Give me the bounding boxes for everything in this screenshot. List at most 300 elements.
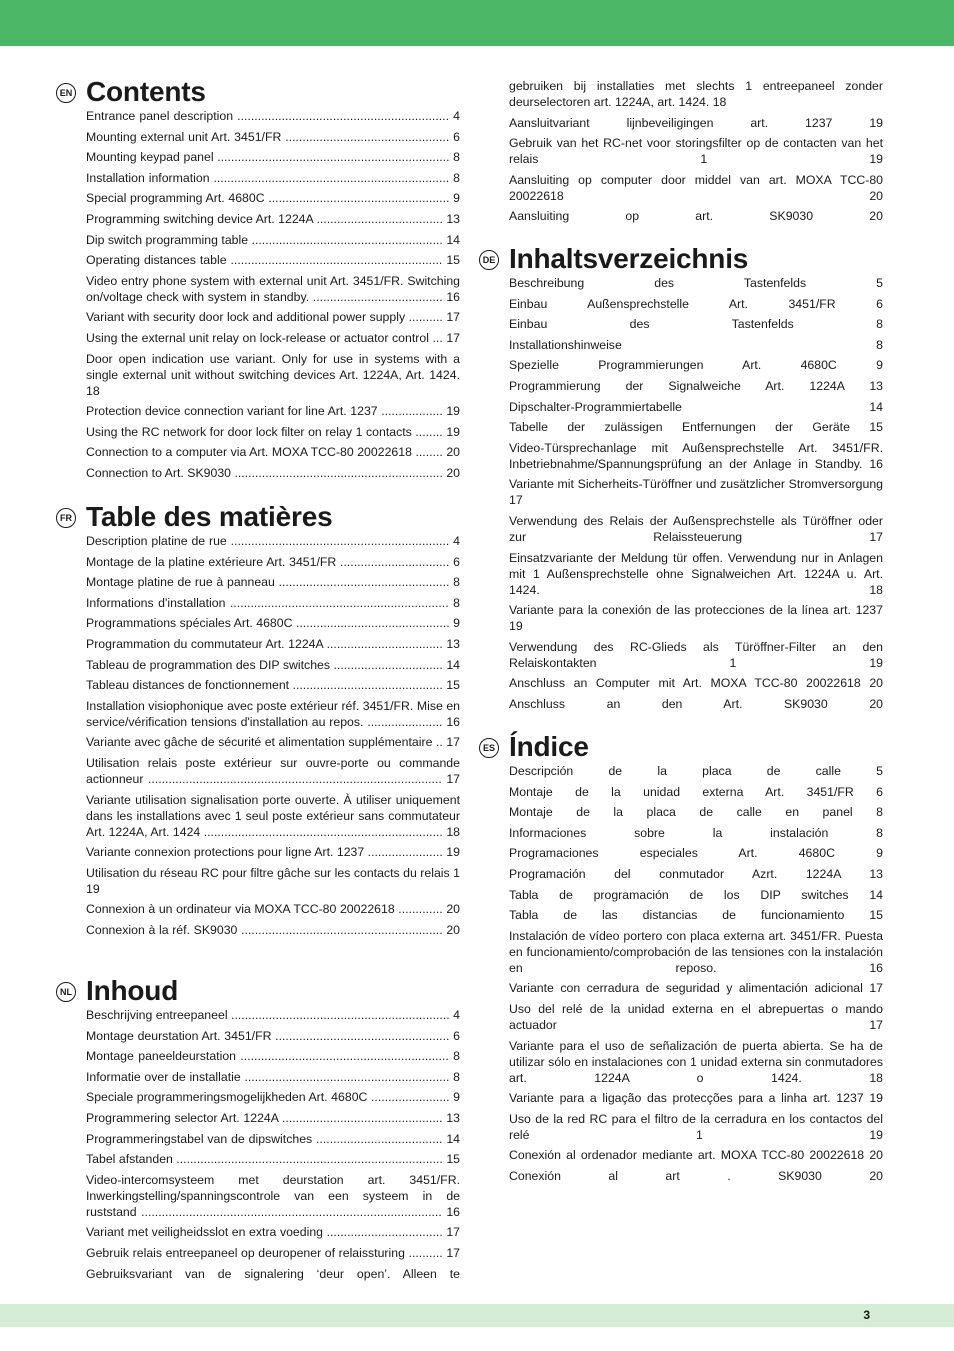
toc-list (86, 1007, 460, 1261)
entry-text: Anschluss an den Art. SK9030 (509, 696, 828, 711)
entry-text: Door open indication use variant. Only for use in systems with a single external unit without switching devices Art. 1224A, Art. 1424. (86, 351, 460, 382)
leader-dots: ............................................... (278, 1110, 443, 1125)
toc-entry (86, 574, 460, 590)
toc-entry (509, 866, 883, 882)
entry-text: Variante utilisation signalisation porte ouverte. À utiliser uniquement dans les installations avec 1 seul poste extérieur sans commutateur Art. 1224A, Art. 1424 (86, 792, 460, 839)
page-number: 3 (863, 1308, 870, 1322)
entry-page: 13 (869, 866, 883, 881)
toc-entry (509, 357, 883, 373)
leader-dots: ...................................... (309, 289, 443, 304)
toc-entry (86, 922, 460, 938)
entry-page: 9 (876, 846, 884, 861)
toc-entry (86, 211, 460, 227)
entry-page: 13 (446, 636, 461, 651)
entry-page: 16 (446, 289, 460, 304)
language-badge-nl: NL (56, 982, 76, 1002)
entry-text: Variante para la conexión de las protecciones de la línea art. 1237 (509, 603, 883, 618)
entry-page: 4 (453, 1008, 460, 1022)
toc-entry (509, 419, 883, 435)
entry-page: 8 (453, 1049, 460, 1064)
toc-entry (86, 1172, 460, 1220)
entry-text: Variante con cerradura de seguridad y alimentación adicional (509, 981, 863, 996)
entry-text: Tabla de programación de los DIP switches (509, 887, 849, 902)
entry-page: 4 (453, 534, 460, 548)
entry-text: gebruiken bij installaties met slechts 1 entreepaneel zonder deurselectoren art. 1224A, art. 1424. (509, 79, 883, 109)
entry-page: 8 (876, 337, 883, 352)
entry-text: Verwendung des Relais der Außensprechstelle als Türöffner oder zur Relaissteuerung (509, 513, 883, 544)
leader-dots: ...................... (364, 845, 443, 860)
entry-text: Tabelle der zulässigen Entfernungen der Geräte (509, 420, 850, 435)
leader-dots: ........ (411, 424, 443, 439)
entry-text: Uso de la red RC para el filtro de la cerradura en los contactos del relé 1 (509, 1111, 883, 1142)
entry-text: Programmeringstabel van de dipswitches (86, 1131, 313, 1146)
entry-page: 17 (869, 1017, 883, 1032)
toc-entry (86, 108, 460, 124)
entry-page: 14 (446, 657, 460, 672)
toc-list (86, 533, 460, 938)
section-heading (482, 731, 883, 763)
toc-list (509, 275, 883, 712)
leader-dots: .................................. (323, 636, 443, 651)
leader-dots: ...................................................................... (200, 824, 443, 839)
entry-text: Variante para el uso de señalización de puerta abierta. Se ha de utilizar sólo en instalaciones con 1 unidad externa sin conmutadores art. 1224A o 1424. (509, 1038, 883, 1085)
toc-entry (509, 696, 883, 712)
entry-page: 19 (869, 1127, 883, 1142)
leader-dots: ................................ (330, 657, 443, 672)
toc-entry (509, 275, 883, 291)
entry-text: Using the RC network for door lock filter on relay 1 contacts (86, 424, 412, 439)
entry-text: Dip switch programming table (86, 232, 249, 247)
toc-entry-continued-end (509, 78, 883, 110)
entry-text: Utilisation du réseau RC pour filtre gâche sur les contacts du relais 1 (86, 865, 460, 880)
entry-text: Aansluiting op computer door middel van art. MOXA TCC-80 20022618 (509, 172, 883, 203)
toc-entry (86, 424, 460, 440)
leader-dots: .................. (377, 404, 443, 419)
entry-text: Programming switching device Art. 1224A (86, 211, 314, 226)
entry-text: Connexion à un ordinateur via MOXA TCC-80 20022618 (86, 902, 395, 917)
toc-entry (86, 615, 460, 631)
toc-entry (86, 595, 460, 611)
entry-page: 20 (869, 188, 883, 203)
entry-text: Montaje de la placa de calle en panel (509, 805, 853, 820)
toc-entry (86, 190, 460, 206)
entry-text: Uso del relé de la unidad externa en el abrepuertas o mando actuador (509, 1001, 883, 1032)
entry-text: Using the external unit relay on lock-release or actuator control (86, 330, 429, 345)
entry-text: Mounting keypad panel (86, 150, 214, 165)
entry-text: Programmering selector Art. 1224A (86, 1110, 279, 1125)
entry-text: Beschrijving entreepaneel (86, 1008, 228, 1022)
leader-dots: ........................................................... (237, 922, 443, 937)
leader-dots: ........ (411, 445, 443, 460)
entry-page: 20 (446, 922, 460, 937)
leader-dots: ............................................................ (240, 1069, 450, 1084)
entry-text: Video entry phone system with external unit Art. 3451/FR. Switching on/voltage check with system in standby. (86, 273, 460, 304)
toc-entry (86, 1048, 460, 1064)
toc-entry (86, 844, 460, 860)
section-title: Table des matières (86, 501, 333, 532)
entry-text: Variante avec gâche de sécurité et alimentation supplémentaire (86, 735, 433, 750)
leader-dots: .......... (404, 1245, 443, 1260)
leader-dots: .............................................................. (226, 253, 443, 268)
entry-page: 5 (876, 764, 883, 778)
entry-text: Montage de la platine extérieure Art. 3451/FR (86, 554, 337, 569)
entry-page: 19 (446, 845, 460, 860)
header-band (0, 0, 954, 46)
entry-text: Installationshinweise (509, 337, 622, 352)
entry-text: Verwendung des RC-Glieds als Türöffner-Filter an den Relaiskontakten 1 (509, 639, 883, 670)
entry-text: Instalación de vídeo portero con placa externa art. 3451/FR. Puesta en funcionamiento/comprobación de las tensiones con la instalación en reposo. (509, 928, 883, 975)
entry-text: Variante connexion protections pour ligne Art. 1237 (86, 845, 365, 860)
toc-entry (86, 1245, 460, 1261)
toc-entry (86, 755, 460, 787)
entry-page: 8 (876, 805, 884, 820)
leader-dots: ..................................... (312, 1131, 443, 1146)
leader-dots: ........................................................................................ (136, 1204, 442, 1219)
entry-page: 17 (446, 330, 461, 345)
entry-page: 17 (869, 529, 883, 544)
entry-text: Montaje de la unidad externa Art. 3451/FR (509, 784, 854, 799)
toc-entry (509, 1001, 883, 1033)
section-nl-continued (509, 78, 883, 229)
entry-page: 13 (446, 1110, 460, 1125)
entry-page: 17 (446, 735, 460, 750)
entry-text: Variant met veiligheidsslot en extra voeding (86, 1225, 324, 1240)
entry-page: 19 (869, 655, 883, 670)
entry-page: 8 (876, 825, 883, 840)
entry-page: 15 (446, 1152, 460, 1167)
entry-page: 15 (446, 253, 460, 268)
entry-text: Descripción de la placa de calle (509, 764, 841, 778)
section-title: Contents (86, 76, 206, 107)
entry-page: 16 (446, 714, 460, 729)
toc-entry (86, 351, 460, 399)
entry-text: Protection device connection variant for line Art. 1237 (86, 404, 378, 419)
toc-entry (86, 1069, 460, 1085)
toc-entry (86, 533, 460, 549)
toc-entry (86, 865, 460, 897)
toc-entry (509, 804, 883, 820)
entry-page: 17 (446, 310, 461, 325)
entry-text: Special programming Art. 4680C (86, 191, 265, 206)
toc-entry (86, 657, 460, 673)
section-fr (60, 501, 461, 943)
entry-page: 19 (509, 619, 523, 634)
toc-list (509, 763, 883, 1184)
entry-page: 6 (453, 554, 461, 569)
entry-page: 17 (509, 493, 523, 508)
toc-entry (509, 639, 883, 671)
entry-page: 20 (869, 1148, 883, 1163)
language-badge-fr: FR (56, 508, 76, 528)
entry-text: Informations d'installation (86, 595, 226, 610)
leader-dots: ....................... (367, 1090, 450, 1105)
toc-entry (86, 149, 460, 165)
entry-text: Video-intercomsysteem met deurstation art. 3451/FR. Inwerkingstelling/spanningscontrole van een systeem in de ruststand (86, 1172, 460, 1219)
section-de (482, 243, 884, 717)
entry-text: Conexión al art . SK9030 (509, 1168, 822, 1183)
entry-page: 18 (869, 1070, 883, 1085)
entry-page: 9 (453, 616, 460, 631)
entry-text: Gebruik relais entreepaneel op deuropener of relaissturing (86, 1245, 405, 1260)
entry-page: 18 (446, 824, 460, 839)
entry-text: Montage platine de rue à panneau (86, 575, 275, 590)
leader-dots: .............................................................................. (172, 1152, 443, 1167)
toc-entry (86, 1151, 460, 1167)
leader-dots: ................................................................ (226, 534, 450, 548)
entry-page: 19 (446, 424, 460, 439)
language-badge-es: ES (479, 738, 499, 758)
section-heading (59, 76, 460, 108)
leader-dots: ................................ (336, 554, 450, 569)
toc-entry (86, 273, 460, 305)
footer-band (0, 1304, 954, 1327)
entry-text: Mounting external unit Art. 3451/FR (86, 129, 282, 144)
entry-page: 14 (869, 399, 883, 414)
entry-text: Programación del conmutador Azrt. 1224A (509, 866, 841, 881)
entry-text: Aansluitvariant lijnbeveiligingen art. 1237 (509, 115, 833, 130)
entry-text: Utilisation relais poste extérieur sur ouvre-porte ou commande actionneur (86, 755, 460, 786)
toc-entry (509, 115, 883, 131)
toc-entry (86, 734, 460, 750)
leader-dots: ..................................................................... (209, 170, 450, 185)
toc-entry (86, 252, 460, 268)
section-en (59, 76, 461, 486)
entry-text: Connexion à la réf. SK9030 (86, 922, 238, 937)
entry-page: 13 (869, 378, 884, 393)
entry-page: 15 (446, 678, 460, 693)
entry-page: 4 (453, 109, 460, 123)
toc-entry (509, 928, 883, 976)
leader-dots: ...................... (363, 714, 443, 729)
toc-entry (509, 172, 883, 204)
leader-dots: .. (432, 735, 443, 750)
entry-text: Gebruiksvariant van de signalering ‘deur open’. Alleen te (86, 1266, 460, 1281)
toc-entry (509, 1111, 883, 1143)
toc-entry (509, 440, 883, 472)
entry-text: Connection to Art. SK9030 (86, 465, 232, 480)
leader-dots: ................................................... (271, 1028, 450, 1043)
toc-entry (86, 554, 460, 570)
toc-entry-continued-start (86, 1266, 460, 1282)
entry-text: Montage paneeldeurstation (86, 1049, 236, 1064)
section-heading (60, 501, 460, 533)
entry-page: 18 (86, 383, 100, 398)
entry-text: Description platine de rue (86, 534, 227, 548)
entry-page: 9 (876, 358, 883, 373)
toc-entry (86, 636, 460, 652)
toc-entry (509, 1090, 883, 1106)
leader-dots: ................................................ (281, 129, 450, 144)
entry-page: 8 (453, 595, 460, 610)
toc-entry (86, 1131, 460, 1147)
toc-entry (509, 1147, 883, 1163)
toc-entry (509, 675, 883, 691)
toc-entry (509, 825, 883, 841)
leader-dots: .......... (405, 310, 443, 325)
entry-text: Operating distances table (86, 253, 227, 268)
leader-dots: ............................................................. (236, 1049, 449, 1064)
toc-entry (509, 1168, 883, 1184)
entry-page: 17 (446, 771, 460, 786)
toc-entry (86, 792, 460, 840)
toc-entry (86, 698, 460, 730)
entry-page: 19 (869, 152, 883, 167)
entry-text: Tableau distances de fonctionnement (86, 678, 290, 693)
entry-page: 8 (453, 170, 460, 185)
entry-text: Spezielle Programmierungen Art. 4680C (509, 358, 837, 373)
toc-entry (86, 901, 460, 917)
entry-text: Beschreibung des Tastenfelds (509, 276, 807, 290)
entry-text: Programmation du commutateur Art. 1224A (86, 636, 324, 651)
entry-page: 19 (869, 115, 883, 130)
entry-page: 14 (446, 232, 460, 247)
toc-entry (86, 1007, 460, 1023)
toc-list (86, 108, 460, 481)
entry-text: Programmierung der Signalweiche Art. 1224A (509, 378, 845, 393)
toc-entry (86, 309, 460, 325)
entry-page: 14 (869, 887, 883, 902)
entry-page: 8 (453, 150, 460, 165)
leader-dots: ............. (394, 902, 443, 917)
leader-dots: ................................................................ (225, 595, 449, 610)
entry-page: 6 (876, 296, 884, 311)
toc-entry (509, 550, 883, 598)
language-badge-en: EN (56, 83, 76, 103)
entry-text: Informaciones sobre la instalación (509, 825, 829, 840)
entry-text: Conexión al ordenador mediante art. MOXA TCC-80 20022618 (509, 1148, 865, 1163)
leader-dots: .................................. (323, 1225, 443, 1240)
entry-page: 20 (869, 696, 883, 711)
toc-entry (86, 1028, 460, 1044)
section-heading (482, 243, 883, 275)
entry-text: Dipschalter-Programmiertabelle (509, 399, 682, 414)
leader-dots: .................................................. (274, 575, 450, 590)
entry-text: Einbau des Tastenfelds (509, 317, 794, 332)
toc-list (509, 115, 883, 225)
entry-page: 20 (869, 209, 883, 224)
entry-text: Tabel afstanden (86, 1152, 173, 1167)
entry-page: 19 (446, 404, 460, 419)
entry-page: 6 (453, 129, 460, 144)
leader-dots: .................................................................... (213, 150, 450, 165)
entry-text: Einsatzvariante der Meldung tür offen. Verwendung nur in Anlagen mit 1 Außensprechstelle ohne Signalweichen Art. 1224A u. Art. 1424. (509, 550, 883, 597)
toc-entry (86, 170, 460, 186)
toc-entry (509, 845, 883, 861)
entry-page: 9 (453, 1090, 460, 1105)
toc-entry (509, 763, 883, 779)
language-badge-de: DE (479, 250, 499, 270)
toc-entry (86, 330, 460, 346)
entry-page: 20 (446, 902, 460, 917)
entry-text: Gebruik van het RC-net voor storingsfilter op de contacten van het relais 1 (509, 136, 883, 167)
entry-text: Variant with security door lock and additional power supply (86, 310, 406, 325)
entry-page: 13 (446, 211, 461, 226)
entry-text: Anschluss an Computer mit Art. MOXA TCC-80 20022618 (509, 676, 861, 691)
entry-page: 20 (869, 1168, 883, 1183)
entry-page: 18 (869, 582, 883, 597)
entry-page: 14 (446, 1131, 460, 1146)
entry-page: 20 (446, 445, 461, 460)
entry-page: 17 (446, 1225, 461, 1240)
leader-dots: .............................................................. (233, 109, 450, 123)
toc-entry (86, 677, 460, 693)
toc-entry (509, 513, 883, 545)
toc-entry (86, 465, 460, 481)
section-heading (60, 975, 460, 1007)
entry-text: Informatie over de installatie (86, 1069, 241, 1084)
entry-page: 19 (86, 881, 100, 896)
entry-text: Programaciones especiales Art. 4680C (509, 846, 835, 861)
entry-text: Einbau Außensprechstelle Art. 3451/FR (509, 296, 836, 311)
leader-dots: ................................................................ (227, 1008, 450, 1022)
leader-dots: ...................................................................................... (143, 771, 442, 786)
section-title: Inhaltsverzeichnis (509, 243, 749, 274)
toc-entry (509, 378, 883, 394)
toc-entry (86, 444, 460, 460)
toc-entry (509, 135, 883, 167)
toc-entry (86, 1224, 460, 1240)
entry-text: Speciale programmeringsmogelijkheden Art. 4680C (86, 1090, 368, 1105)
entry-page: 16 (869, 960, 883, 975)
toc-entry (509, 980, 883, 996)
section-nl (60, 975, 461, 1286)
entry-page: 17 (869, 981, 884, 996)
entry-text: Variante mit Sicherheits-Türöffner und zusätzlicher Stromversorgung (509, 477, 883, 492)
entry-page: 20 (869, 676, 883, 691)
leader-dots: ............................................. (292, 616, 450, 631)
leader-dots: ............................................................. (231, 465, 443, 480)
toc-entry (509, 316, 883, 332)
entry-text: Tableau de programmation des DIP switches (86, 657, 331, 672)
toc-entry (509, 907, 883, 923)
entry-text: Tabla de las distancias de funcionamiento (509, 908, 845, 923)
toc-entry (509, 602, 883, 634)
section-title: Índice (509, 731, 589, 762)
leader-dots: ..................................................... (264, 191, 450, 206)
entry-page: 16 (869, 456, 883, 471)
entry-page: 15 (869, 420, 883, 435)
entry-text: Entrance panel description (86, 109, 234, 123)
leader-dots: ... (428, 330, 443, 345)
section-title: Inhoud (86, 975, 179, 1006)
toc-entry (509, 476, 883, 508)
toc-entry (509, 208, 883, 224)
section-es (482, 731, 884, 1189)
entry-page: 16 (446, 1204, 460, 1219)
entry-text: Montage deurstation Art. 3451/FR (86, 1028, 272, 1043)
entry-page: 6 (453, 1028, 460, 1043)
toc-entry (86, 1089, 460, 1105)
entry-text: Installation visiophonique avec poste extérieur réf. 3451/FR. Mise en service/vérification tensions d'installation au repos. (86, 698, 460, 729)
toc-entry (509, 296, 883, 312)
entry-page: 9 (453, 191, 460, 206)
entry-page: 19 (869, 1091, 883, 1106)
toc-entry (86, 403, 460, 419)
leader-dots: ............................................ (289, 678, 443, 693)
entry-page: 8 (453, 1069, 461, 1084)
entry-text: Programmations spéciales Art. 4680C (86, 616, 293, 631)
entry-page: 17 (446, 1245, 460, 1260)
entry-page: 8 (453, 575, 460, 590)
entry-page: 6 (876, 784, 883, 799)
entry-text: Variante para a ligação das protecções para a linha art. 1237 (509, 1091, 864, 1106)
toc-entry (509, 399, 883, 415)
entry-page: 5 (876, 276, 883, 290)
toc-entry (509, 887, 883, 903)
entry-text: Video-Türsprechanlage mit Außensprechstelle Art. 3451/FR. Inbetriebnahme/Spannungsprüfung an der Anlage in Standby. (509, 440, 883, 471)
entry-page: 18 (712, 95, 727, 109)
entry-text: Installation information (86, 170, 210, 185)
